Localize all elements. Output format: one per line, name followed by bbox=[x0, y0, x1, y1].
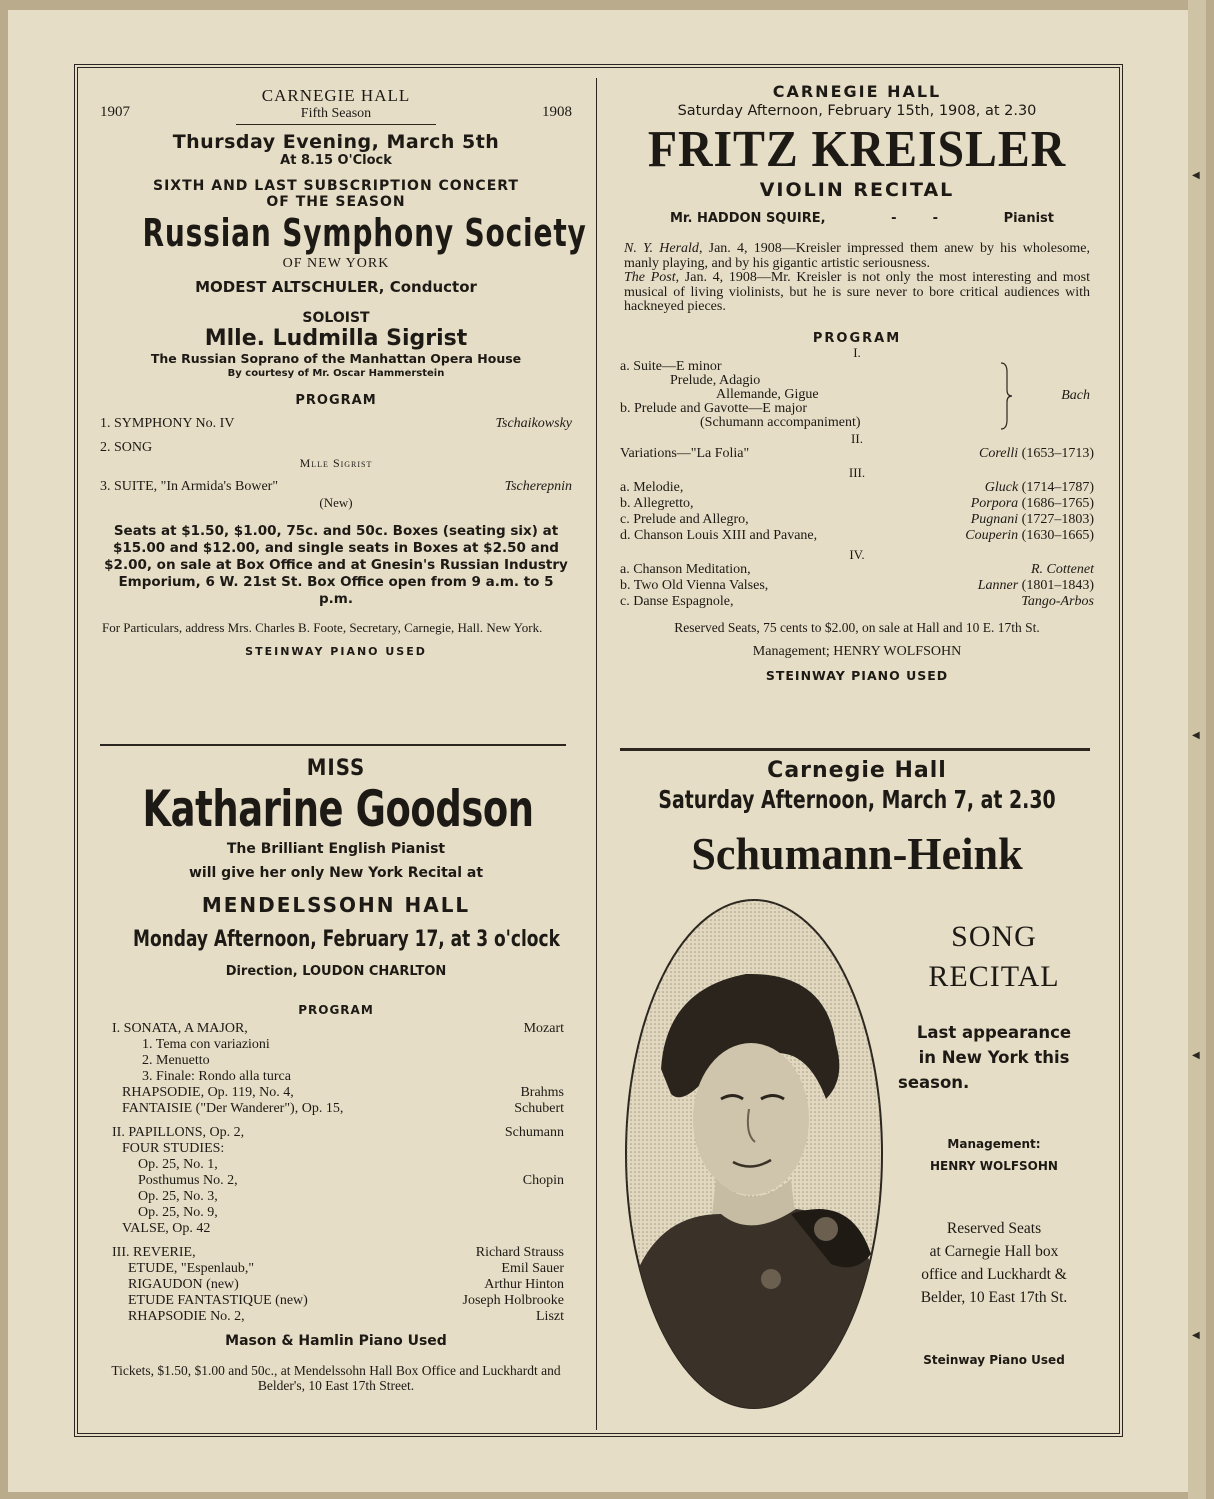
management-label: Management: bbox=[947, 1137, 1041, 1151]
part-2: II. bbox=[851, 430, 863, 446]
p1-a: a. Suite—E minor bbox=[620, 358, 722, 374]
goodson-ad bbox=[100, 756, 572, 1393]
soloist-name: Mlle. Ludmilla Sigrist bbox=[204, 326, 468, 351]
seat-prices: Seats at $1.50, $1.00, 75c. and 50c. Boxes (seating six) at $15.00 and $12.00, and single seats in Boxes at $2.50 and $2.00, on sale at Box Office and at Gnesin's Russian Industry Emporium, 6 W. 21st St. Box Office open from 9 a.m. to 5 p.m. bbox=[104, 523, 568, 607]
part-4: IV. bbox=[849, 546, 865, 562]
part-3-list bbox=[620, 480, 1094, 544]
kreisler-p3-composer: Pugnani bbox=[970, 511, 1019, 527]
kreisler-p4-piece: c. Danse Espagnole, bbox=[620, 593, 734, 609]
piano-note: Mason & Hamlin Piano Used bbox=[225, 1333, 447, 1349]
date-line: Saturday Afternoon, February 15th, 1908, at 2.30 bbox=[677, 103, 1037, 119]
margin-arrow-icon: ◀ bbox=[1192, 1050, 1200, 1061]
press-source-2: The Post bbox=[624, 270, 676, 285]
goodson-s3-row bbox=[112, 1245, 564, 1261]
goodson-s1-row bbox=[112, 1053, 564, 1069]
column-divider bbox=[596, 78, 597, 1430]
soloist-label: SOLOIST bbox=[302, 310, 370, 326]
goodson-s2-row bbox=[112, 1205, 564, 1221]
press-text-2: , Jan. 4, 1908—Mr. Kreisler is not only the most interesting and most musical of living violinists, but he is sure never to bore critical audiences with hackneyed pieces. bbox=[624, 270, 1091, 314]
kreisler-p3-years: (1686–1765) bbox=[1021, 495, 1094, 511]
goodson-s2-composer: Chopin bbox=[522, 1173, 564, 1188]
p1-a2: Prelude, Adagio bbox=[670, 372, 761, 388]
seats-line-2: at Carnegie Hall box bbox=[929, 1243, 1059, 1260]
kreisler-p4-row bbox=[620, 578, 1094, 594]
pianist-name: Mr. HADDON SQUIRE, bbox=[670, 211, 826, 226]
goodson-s3-composer: Arthur Hinton bbox=[484, 1277, 564, 1292]
goodson-s2-row bbox=[112, 1189, 564, 1205]
goodson-s3-composer: Richard Strauss bbox=[475, 1245, 564, 1260]
kreisler-p3-row bbox=[620, 480, 1094, 496]
p1-a3: Allemande, Gigue bbox=[716, 386, 819, 402]
kreisler-p4-piece: b. Two Old Vienna Valses, bbox=[620, 577, 769, 593]
p1-b2: (Schumann accompaniment) bbox=[700, 414, 861, 430]
part-4-list bbox=[620, 562, 1094, 610]
last-line-2: in New York this bbox=[918, 1048, 1070, 1067]
goodson-s3-row bbox=[112, 1261, 564, 1277]
goodson-s3-composer: Emil Sauer bbox=[501, 1261, 564, 1276]
goodson-s3-row bbox=[112, 1293, 564, 1309]
goodson-s1-row bbox=[112, 1037, 564, 1053]
last-line-3: season. bbox=[898, 1073, 970, 1092]
kreisler-p3-composer: Porpora bbox=[970, 495, 1019, 511]
recital-line: will give her only New York Recital at bbox=[188, 865, 484, 881]
goodson-s2-piece: Op. 25, No. 1, bbox=[138, 1157, 218, 1172]
goodson-s1-row bbox=[112, 1101, 564, 1117]
conductor: MODEST ALTSCHULER, Conductor bbox=[195, 278, 477, 296]
schumann-heink-ad bbox=[620, 758, 1094, 882]
p2-composer: Corelli bbox=[979, 445, 1019, 461]
spacer bbox=[112, 1117, 564, 1125]
reserved-seats bbox=[896, 1217, 1092, 1309]
goodson-s2-row bbox=[112, 1125, 564, 1141]
margin-arrow-icon: ◀ bbox=[1192, 1330, 1200, 1341]
management: Management; HENRY WOLFSOHN bbox=[752, 643, 962, 659]
kreisler-p4-years: (1801–1843) bbox=[1021, 577, 1094, 593]
goodson-s3-piece: RHAPSODIE No. 2, bbox=[128, 1309, 245, 1324]
seats-line-1: Reserved Seats bbox=[946, 1220, 1042, 1237]
program-composer-3: Tscherepnin bbox=[504, 479, 572, 494]
brace-icon bbox=[1000, 362, 1014, 430]
miss-label: MISS bbox=[306, 756, 366, 781]
goodson-s3-piece: ETUDE FANTASTIQUE (new) bbox=[128, 1293, 308, 1308]
city: OF NEW YORK bbox=[282, 256, 390, 271]
goodson-s1-row bbox=[112, 1085, 564, 1101]
venue: MENDELSSOHN HALL bbox=[201, 893, 471, 917]
page-edge bbox=[1188, 0, 1206, 1499]
program-item-2-sub: Mlle Sigrist bbox=[299, 456, 373, 470]
goodson-s2-row bbox=[112, 1141, 564, 1157]
last-appearance bbox=[896, 1020, 1092, 1095]
kreisler-p4-composer: Tango-Arbos bbox=[1021, 593, 1094, 609]
program-heading: PROGRAM bbox=[812, 330, 902, 346]
kreisler-p3-years: (1727–1803) bbox=[1021, 511, 1094, 527]
kreisler-p3-composer: Couperin bbox=[965, 527, 1019, 543]
song-label: SONG bbox=[951, 920, 1037, 953]
kreisler-p3-piece: a. Melodie, bbox=[620, 479, 684, 495]
goodson-s1-piece: RHAPSODIE, Op. 119, No. 4, bbox=[122, 1085, 294, 1100]
date-line: Saturday Afternoon, March 7, at 2.30 bbox=[658, 785, 1056, 814]
goodson-s2-row bbox=[112, 1173, 564, 1189]
kreisler-p3-piece: c. Prelude and Allegro, bbox=[620, 511, 749, 527]
piano-note: Steinway Piano Used bbox=[923, 1353, 1065, 1367]
margin-arrow-icon: ◀ bbox=[1192, 730, 1200, 741]
goodson-s3-row bbox=[112, 1309, 564, 1325]
artist-name: FRITZ KREISLER bbox=[647, 121, 1067, 178]
goodson-s1-composer: Schubert bbox=[514, 1101, 564, 1116]
goodson-s3-piece: RIGAUDON (new) bbox=[128, 1277, 239, 1292]
goodson-s2-piece: FOUR STUDIES: bbox=[122, 1141, 225, 1156]
p1-composer: Bach bbox=[1061, 387, 1090, 403]
press-quote-1 bbox=[620, 242, 1094, 271]
program-item-1: 1. SYMPHONY No. IV bbox=[100, 416, 235, 431]
goodson-s3-composer: Joseph Holbrooke bbox=[462, 1293, 564, 1308]
program-heading: PROGRAM bbox=[298, 1003, 374, 1017]
left-separator bbox=[100, 744, 566, 746]
kreisler-p3-row bbox=[620, 512, 1094, 528]
program-heading: PROGRAM bbox=[295, 393, 377, 408]
goodson-s2-row bbox=[112, 1157, 564, 1173]
kreisler-p3-row bbox=[620, 496, 1094, 512]
p2-years: (1653–1713) bbox=[1021, 445, 1094, 461]
kreisler-p3-years: (1630–1665) bbox=[1021, 527, 1094, 543]
goodson-s2-piece: VALSE, Op. 42 bbox=[122, 1221, 211, 1236]
goodson-s3-composer: Liszt bbox=[536, 1309, 564, 1324]
goodson-s2-composer: Schumann bbox=[504, 1125, 564, 1140]
goodson-s2-piece: Op. 25, No. 9, bbox=[138, 1205, 218, 1220]
manager: HENRY WOLFSOHN bbox=[930, 1159, 1058, 1173]
goodson-s1-piece: I. SONATA, A MAJOR, bbox=[112, 1021, 248, 1036]
program-composer-1: Tschaikowsky bbox=[495, 416, 572, 431]
part-3: III. bbox=[848, 464, 866, 480]
goodson-program bbox=[100, 1021, 572, 1325]
artist-desc: The Brilliant English Pianist bbox=[226, 841, 446, 857]
seats-line-4: Belder, 10 East 17th St. bbox=[920, 1289, 1068, 1306]
kreisler-p4-piece: a. Chanson Meditation, bbox=[620, 561, 751, 577]
goodson-s1-row bbox=[112, 1069, 564, 1085]
goodson-s2-row bbox=[112, 1221, 564, 1237]
tickets: Tickets, $1.50, $1.00 and 50c., at Mendelssohn Hall Box Office and Luckhardt and Belder's, 10 East 17th Street. bbox=[111, 1363, 561, 1393]
time: At 8.15 O'Clock bbox=[280, 153, 392, 168]
goodson-s1-piece: FANTAISIE ("Der Wanderer"), Op. 15, bbox=[122, 1101, 344, 1116]
kreisler-p4-composer: Lanner bbox=[977, 577, 1019, 593]
goodson-s3-row bbox=[112, 1277, 564, 1293]
soloist-desc: The Russian Soprano of the Manhattan Opera House bbox=[150, 351, 522, 366]
artist-name: Katharine Goodson bbox=[142, 780, 534, 838]
kreisler-ad bbox=[620, 82, 1094, 683]
russian-symphony-ad bbox=[100, 86, 587, 658]
date-line: Monday Afternoon, February 17, at 3 o'clock bbox=[133, 927, 560, 952]
year-right: 1908 bbox=[542, 104, 572, 120]
piano-note: STEINWAY PIANO USED bbox=[245, 645, 427, 658]
seat-prices: Reserved Seats, 75 cents to $2.00, on sale at Hall and 10 E. 17th St. bbox=[674, 619, 1040, 635]
courtesy: By courtesy of Mr. Oscar Hammerstein bbox=[227, 368, 445, 379]
subtitle1: SIXTH AND LAST SUBSCRIPTION CONCERT bbox=[153, 178, 519, 194]
p2-piece: Variations—"La Folia" bbox=[620, 445, 750, 461]
goodson-s1-piece: 1. Tema con variazioni bbox=[142, 1037, 270, 1052]
goodson-s1-composer: Brahms bbox=[520, 1085, 564, 1100]
date-line: Thursday Evening, March 5th bbox=[172, 131, 500, 153]
orchestra-name: Russian Symphony Society bbox=[142, 211, 587, 255]
year-left: 1907 bbox=[100, 104, 130, 120]
season: Fifth Season bbox=[236, 106, 436, 125]
goodson-s1-piece: 2. Menuetto bbox=[142, 1053, 210, 1068]
venue: Carnegie Hall bbox=[767, 758, 947, 783]
pianist-role: Pianist bbox=[1003, 211, 1054, 226]
kreisler-p4-row bbox=[620, 562, 1094, 578]
spacer bbox=[112, 1237, 564, 1245]
kreisler-p3-piece: d. Chanson Louis XIII and Pavane, bbox=[620, 527, 818, 543]
venue: CARNEGIE HALL bbox=[772, 82, 942, 101]
seats-line-3: office and Luckhardt & bbox=[921, 1266, 1067, 1283]
program-item-2: 2. SONG bbox=[100, 440, 153, 455]
kreisler-p3-composer: Gluck bbox=[984, 479, 1019, 495]
margin-arrow-icon: ◀ bbox=[1192, 170, 1200, 181]
program-item-3-sub: (New) bbox=[319, 495, 353, 510]
program-item-3: 3. SUITE, "In Armida's Bower" bbox=[100, 479, 279, 494]
kreisler-p4-row bbox=[620, 594, 1094, 610]
kreisler-p4-composer: R. Cottenet bbox=[1031, 561, 1094, 577]
last-line-1: Last appearance bbox=[916, 1023, 1072, 1042]
goodson-s2-piece: Op. 25, No. 3, bbox=[138, 1189, 218, 1204]
subtitle2: OF THE SEASON bbox=[266, 194, 406, 210]
piano-note: STEINWAY PIANO USED bbox=[765, 667, 949, 683]
right-separator bbox=[620, 748, 1090, 751]
press-quote-2 bbox=[620, 271, 1094, 315]
part-1: I. bbox=[853, 344, 861, 360]
event: VIOLIN RECITAL bbox=[759, 179, 955, 201]
kreisler-p3-piece: b. Allegretto, bbox=[620, 495, 694, 511]
artist-name: Schumann-Heink bbox=[691, 828, 1023, 879]
particulars: For Particulars, address Mrs. Charles B. Foote, Secretary, Carnegie, Hall. New York. bbox=[102, 620, 543, 635]
goodson-s3-piece: ETUDE, "Espenlaub," bbox=[128, 1261, 255, 1276]
press-text-1: , Jan. 4, 1908—Kreisler impressed them anew by his wholesome, manly playing, and by his gigantic artistic seriousness. bbox=[624, 241, 1090, 271]
press-source-1: N. Y. Herald bbox=[624, 241, 699, 256]
p1-b: b. Prelude and Gavotte—E major bbox=[620, 400, 808, 416]
pianist-dashes: - - bbox=[891, 211, 939, 226]
venue: CARNEGIE HALL bbox=[261, 86, 411, 105]
goodson-s2-piece: II. PAPILLONS, Op. 2, bbox=[112, 1125, 245, 1140]
kreisler-p3-years: (1714–1787) bbox=[1021, 479, 1094, 495]
goodson-s3-piece: III. REVERIE, bbox=[112, 1245, 196, 1260]
recital-label: RECITAL bbox=[928, 960, 1060, 993]
portrait-image bbox=[621, 894, 887, 1414]
part-1-block bbox=[620, 360, 1094, 430]
goodson-s1-piece: 3. Finale: Rondo alla turca bbox=[142, 1069, 291, 1084]
goodson-s2-piece: Posthumus No. 2, bbox=[138, 1173, 238, 1188]
kreisler-p3-row bbox=[620, 528, 1094, 544]
goodson-s1-composer: Mozart bbox=[523, 1021, 564, 1036]
heink-side-text bbox=[896, 920, 1092, 1367]
direction: Direction, LOUDON CHARLTON bbox=[225, 964, 447, 979]
goodson-s1-row bbox=[112, 1021, 564, 1037]
